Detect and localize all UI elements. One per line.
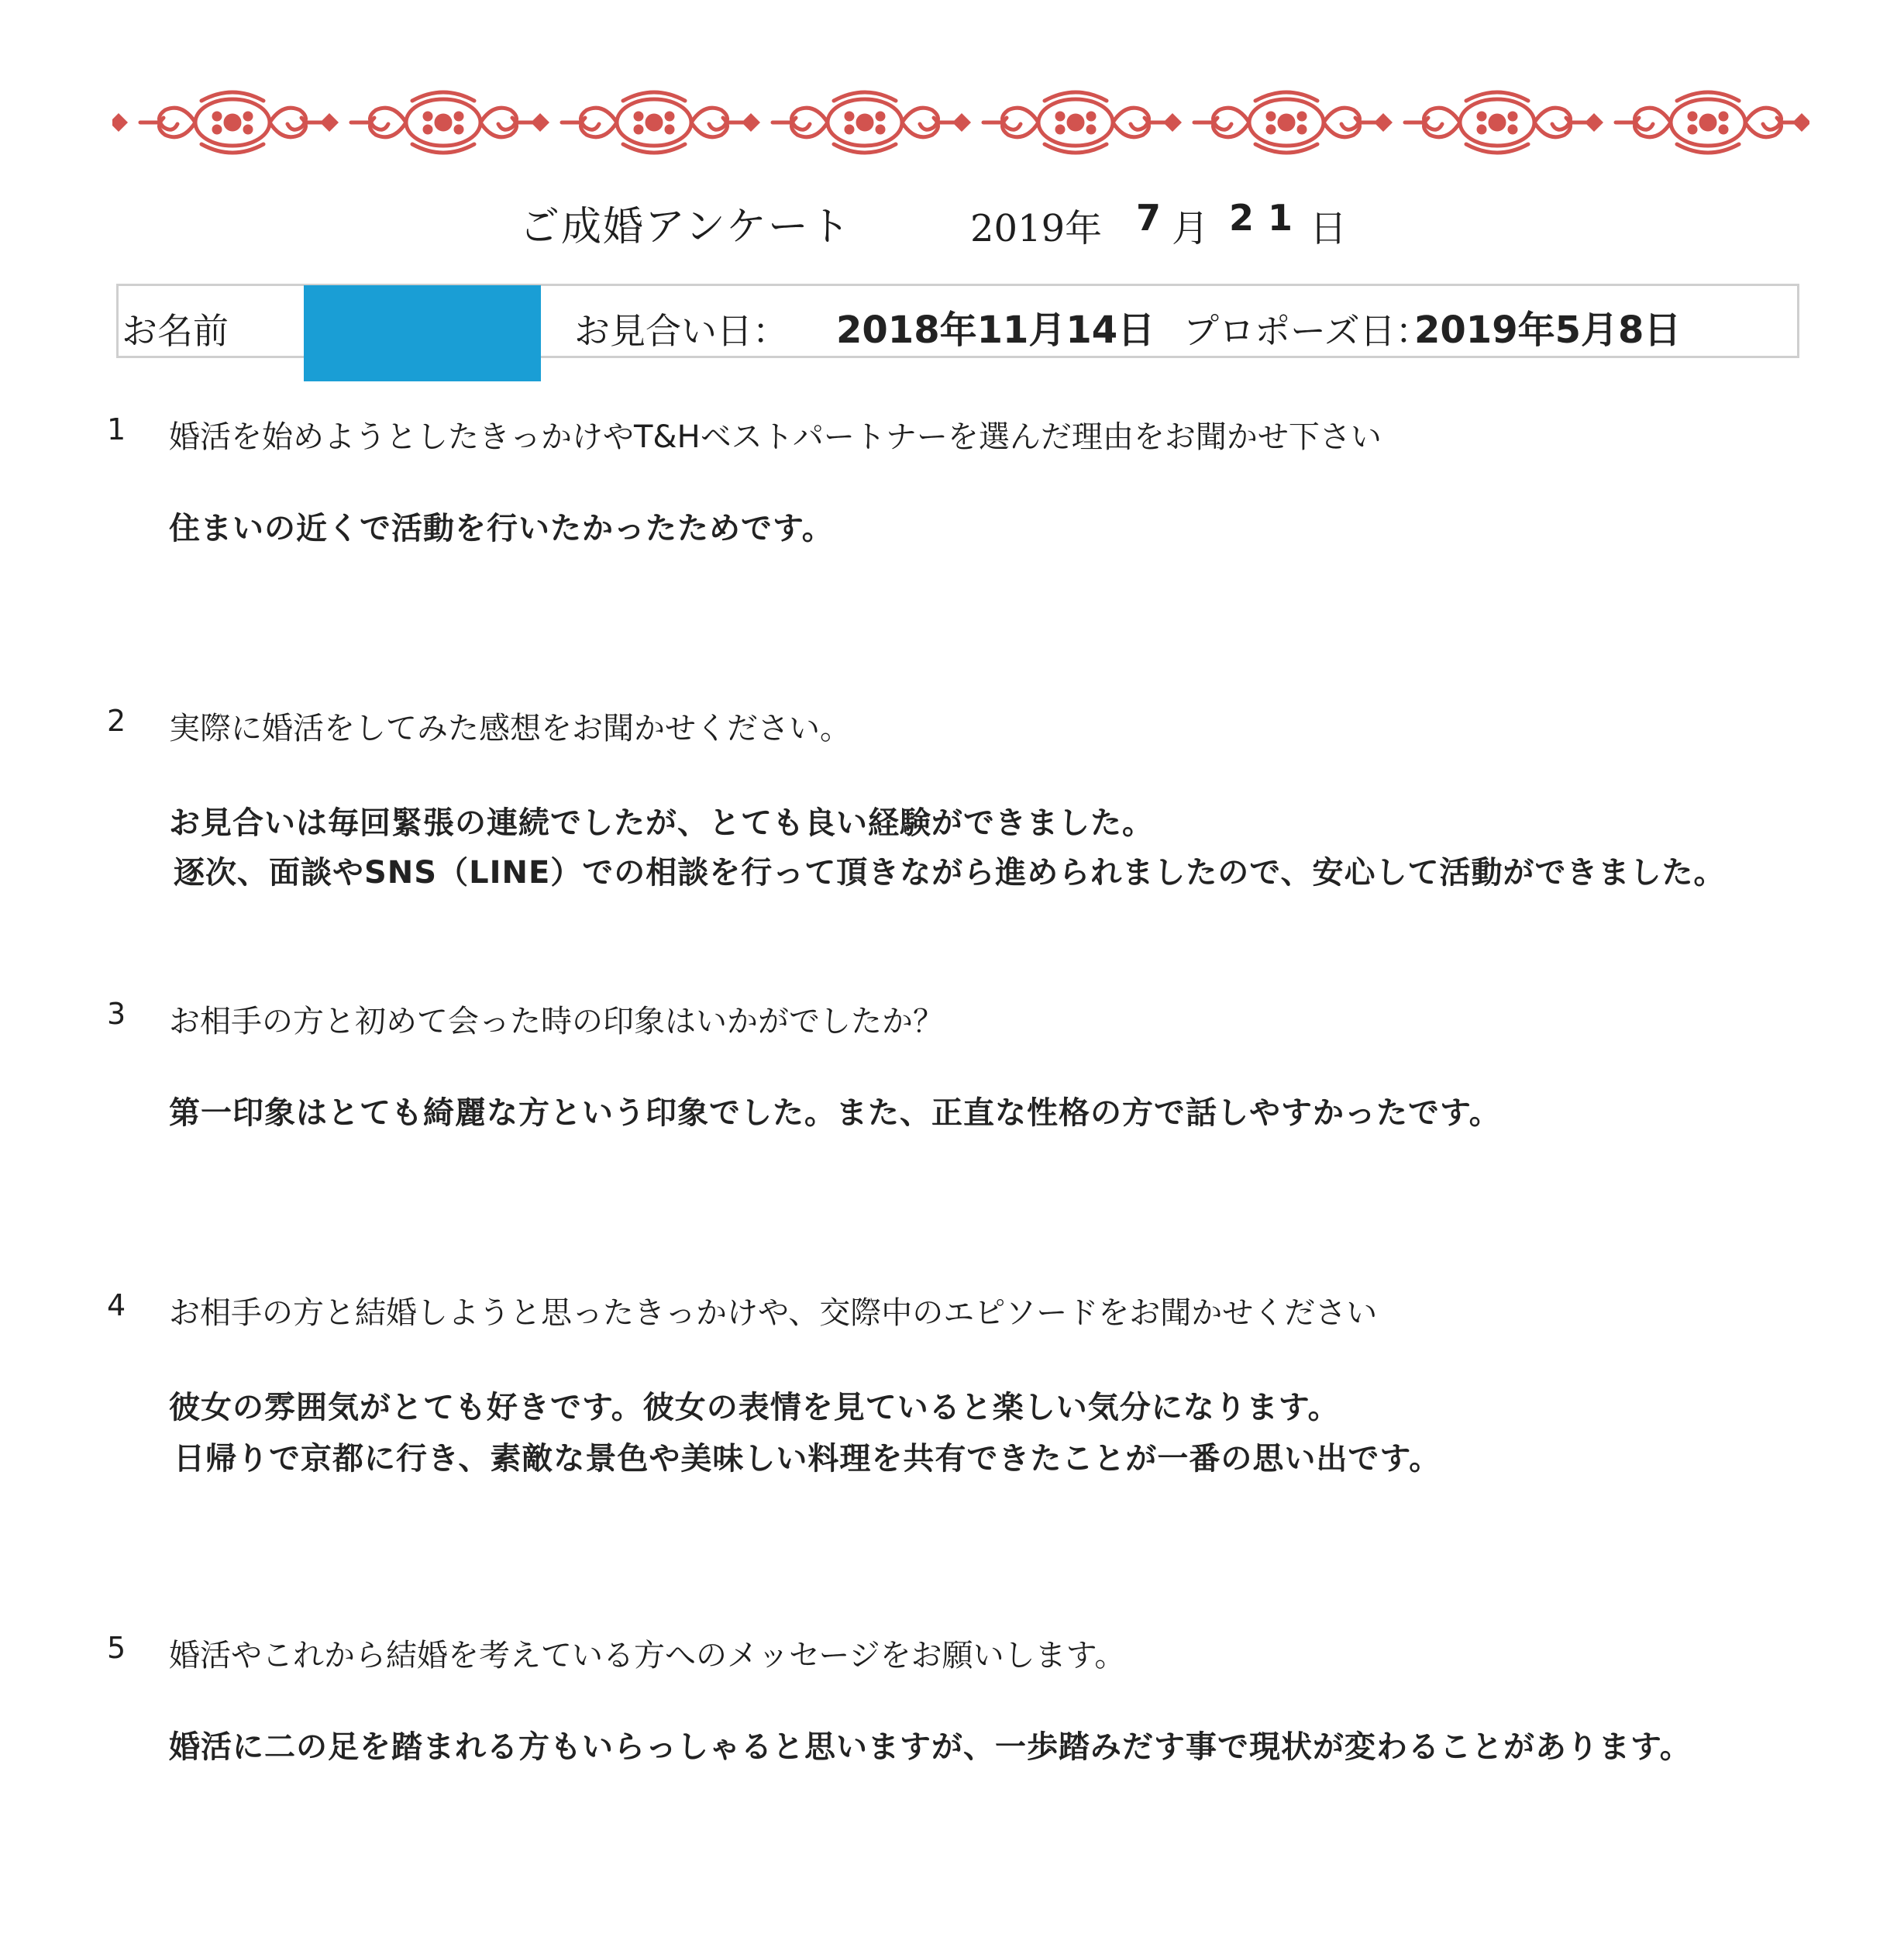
date-month: 7 <box>1136 197 1162 239</box>
ornamental-border <box>112 87 1809 158</box>
name-label: お名前 <box>122 310 229 352</box>
question-number: 4 <box>107 1288 126 1322</box>
question-number: 1 <box>107 412 126 446</box>
date-month-unit: 月 <box>1172 207 1210 250</box>
name-redaction <box>304 285 541 381</box>
answer-4-line-2: 日帰りで京都に行き、素敵な景色や美味しい料理を共有できたことが一番の思い出です。 <box>174 1441 1441 1477</box>
question-text: 婚活やこれから結婚を考えている方へのメッセージをお願いします。 <box>169 1638 1126 1673</box>
proposal-date-value: 2019年5月8日 <box>1414 308 1682 352</box>
answer-4-line-1: 彼女の雰囲気がとても好きです。彼女の表情を見ていると楽しい気分になります。 <box>169 1390 1340 1425</box>
answer-3-line-1: 第一印象はとても綺麗な方という印象でした。また、正直な性格の方で話しやすかったです。 <box>169 1095 1501 1131</box>
question-text: お相手の方と結婚しようと思ったきっかけや、交際中のエピソードをお聞かせください <box>169 1295 1378 1331</box>
question-number: 2 <box>107 704 126 738</box>
date-day-unit: 日 <box>1310 207 1348 250</box>
question-number: 3 <box>107 997 126 1031</box>
question-number: 5 <box>107 1631 126 1665</box>
answer-2-line-1: お見合いは毎回緊張の連続でしたが、とても良い経験ができました。 <box>169 805 1154 841</box>
question-text: 婚活を始めようとしたきっかけやT&Hベストパートナーを選んだ理由をお聞かせ下さい <box>169 419 1382 455</box>
answer-5-line-1: 婚活に二の足を踏まれる方もいらっしゃると思いますが、一歩踏みだす事で現状が変わることがあります。 <box>169 1729 1692 1765</box>
date-year: 2019年 <box>970 207 1103 250</box>
meeting-date-label: お見合い日： <box>574 310 788 352</box>
date-day: 21 <box>1229 197 1307 239</box>
question-text: 実際に婚活をしてみた感想をお聞かせください。 <box>169 711 851 746</box>
question-text: お相手の方と初めて会った時の印象はいかがでしたか？ <box>169 1004 944 1039</box>
title-row <box>519 194 1527 256</box>
answer-2-line-2: 逐次、面談やSNS（LINE）での相談を行って頂きながら進められましたので、安心して活動ができました。 <box>174 855 1726 891</box>
proposal-date-label: プロポーズ日： <box>1183 310 1431 352</box>
meeting-date-value: 2018年11月14日 <box>836 308 1155 352</box>
page-title: ご成婚アンケート <box>519 204 852 250</box>
answer-1-line-1: 住まいの近くで活動を行いたかったためです。 <box>169 511 834 546</box>
